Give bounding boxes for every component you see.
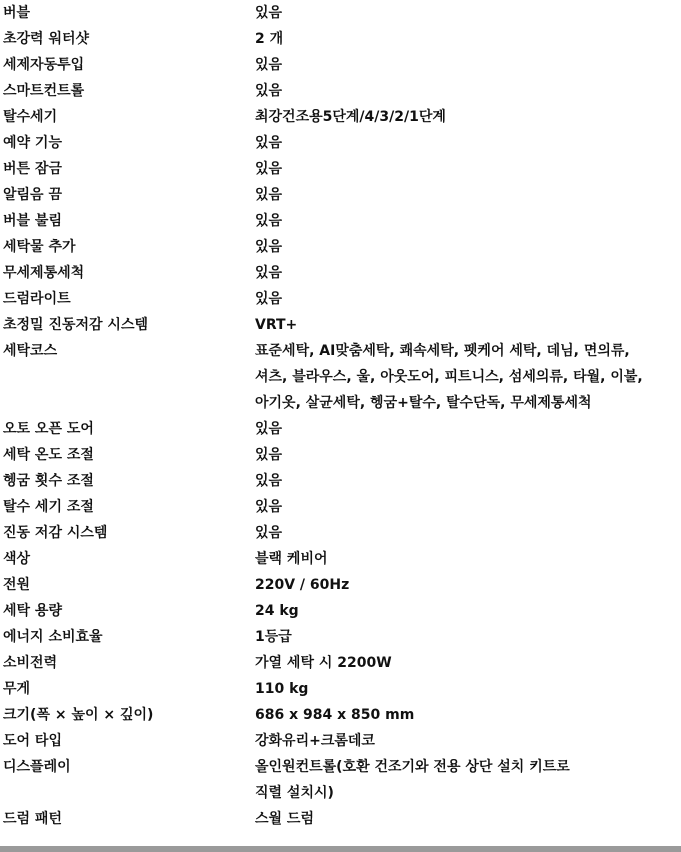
spec-row: [0, 130, 681, 156]
spec-label: 탈수 세기 조절: [3, 499, 94, 515]
spec-row: [0, 468, 681, 494]
spec-value: 있음: [255, 161, 283, 177]
spec-value: 1등급: [255, 629, 292, 645]
spec-label: 드럼 패턴: [3, 811, 62, 827]
spec-value: 표준세탁, AI맞춤세탁, 쾌속세탁, 펫케어 세탁, 데님, 면의류, 셔츠, 블라우스, 울, 아웃도어, 피트니스, 섬세의류, 타월, 이불, 아기옷, 살균세탁, 헹굼+탈수, 탈수단독, 무세제통세척: [255, 343, 643, 411]
spec-row: [0, 156, 681, 182]
spec-label: 도어 타입: [3, 733, 62, 749]
spec-row: [0, 182, 681, 208]
spec-label: 소비전력: [3, 655, 58, 671]
spec-value: 있음: [255, 5, 283, 21]
spec-row: [0, 104, 681, 130]
spec-label: 세탁 온도 조절: [3, 447, 94, 463]
spec-label: 세탁코스: [3, 343, 58, 359]
spec-value: 스월 드럼: [255, 811, 314, 827]
spec-row: [0, 208, 681, 234]
spec-value: 있음: [255, 213, 283, 229]
bottom-scroll-strip: [0, 846, 681, 852]
spec-value: 강화유리+크롬데코: [255, 733, 375, 749]
spec-value: 있음: [255, 421, 283, 437]
spec-row: [0, 494, 681, 520]
spec-row: [0, 234, 681, 260]
spec-value: 있음: [255, 57, 283, 73]
spec-row: [0, 312, 681, 338]
spec-value: 있음: [255, 525, 283, 541]
spec-label: 초강력 워터샷: [3, 31, 90, 47]
spec-label: 디스플레이: [3, 759, 71, 775]
spec-label: 색상: [3, 551, 31, 567]
spec-value: 2 개: [255, 31, 284, 47]
spec-row: [0, 598, 681, 624]
spec-row: [0, 520, 681, 546]
spec-label: 전원: [3, 577, 31, 593]
spec-row: [0, 572, 681, 598]
spec-row: [0, 702, 681, 728]
spec-value: 가열 세탁 시 2200W: [255, 655, 392, 671]
spec-value: 최강건조용5단계/4/3/2/1단계: [255, 109, 446, 125]
spec-label: 초정밀 진동저감 시스템: [3, 317, 148, 333]
spec-row: [0, 338, 681, 416]
spec-value: 있음: [255, 135, 283, 151]
spec-row: [0, 52, 681, 78]
spec-label: 세탁 용량: [3, 603, 62, 619]
spec-row: [0, 624, 681, 650]
spec-row: [0, 728, 681, 754]
spec-label: 스마트컨트롤: [3, 83, 85, 99]
spec-value: 있음: [255, 447, 283, 463]
spec-row: [0, 546, 681, 572]
spec-value: 24 kg: [255, 603, 299, 619]
spec-label: 무세제통세척: [3, 265, 85, 281]
spec-value: VRT+: [255, 317, 298, 333]
spec-value: 올인원컨트롤(호환 건조기와 전용 상단 설치 키트로 직렬 설치시): [255, 759, 570, 801]
spec-row: [0, 754, 681, 806]
spec-value: 블랙 케비어: [255, 551, 328, 567]
spec-value: 220V / 60Hz: [255, 577, 350, 593]
spec-row: [0, 26, 681, 52]
spec-value: 있음: [255, 187, 283, 203]
spec-label: 오토 오픈 도어: [3, 421, 94, 437]
spec-row: [0, 442, 681, 468]
spec-label: 버블: [3, 5, 31, 21]
spec-row: [0, 806, 681, 832]
spec-label: 무게: [3, 681, 31, 697]
spec-row: [0, 676, 681, 702]
spec-label: 드럼라이트: [3, 291, 71, 307]
spec-label: 에너지 소비효율: [3, 629, 103, 645]
spec-label: 크기(폭 × 높이 × 깊이): [3, 707, 154, 723]
spec-value: 있음: [255, 265, 283, 281]
spec-value: 있음: [255, 83, 283, 99]
spec-value: 있음: [255, 499, 283, 515]
spec-label: 세제자동투입: [3, 57, 85, 73]
spec-label: 버블 불림: [3, 213, 62, 229]
spec-label: 알림음 끔: [3, 187, 62, 203]
spec-value: 있음: [255, 239, 283, 255]
spec-value: 110 kg: [255, 681, 309, 697]
spec-label: 진동 저감 시스템: [3, 525, 108, 541]
spec-row: [0, 286, 681, 312]
spec-value: 있음: [255, 473, 283, 489]
spec-row: [0, 416, 681, 442]
spec-value: 686 x 984 x 850 mm: [255, 707, 415, 723]
spec-label: 버튼 잠금: [3, 161, 62, 177]
spec-label: 세탁물 추가: [3, 239, 76, 255]
spec-label: 예약 기능: [3, 135, 62, 151]
spec-row: [0, 0, 681, 26]
spec-label: 헹굼 횟수 조절: [3, 473, 94, 489]
spec-row: [0, 260, 681, 286]
spec-label: 탈수세기: [3, 109, 58, 125]
spec-row: [0, 78, 681, 104]
spec-value: 있음: [255, 291, 283, 307]
spec-row: [0, 650, 681, 676]
